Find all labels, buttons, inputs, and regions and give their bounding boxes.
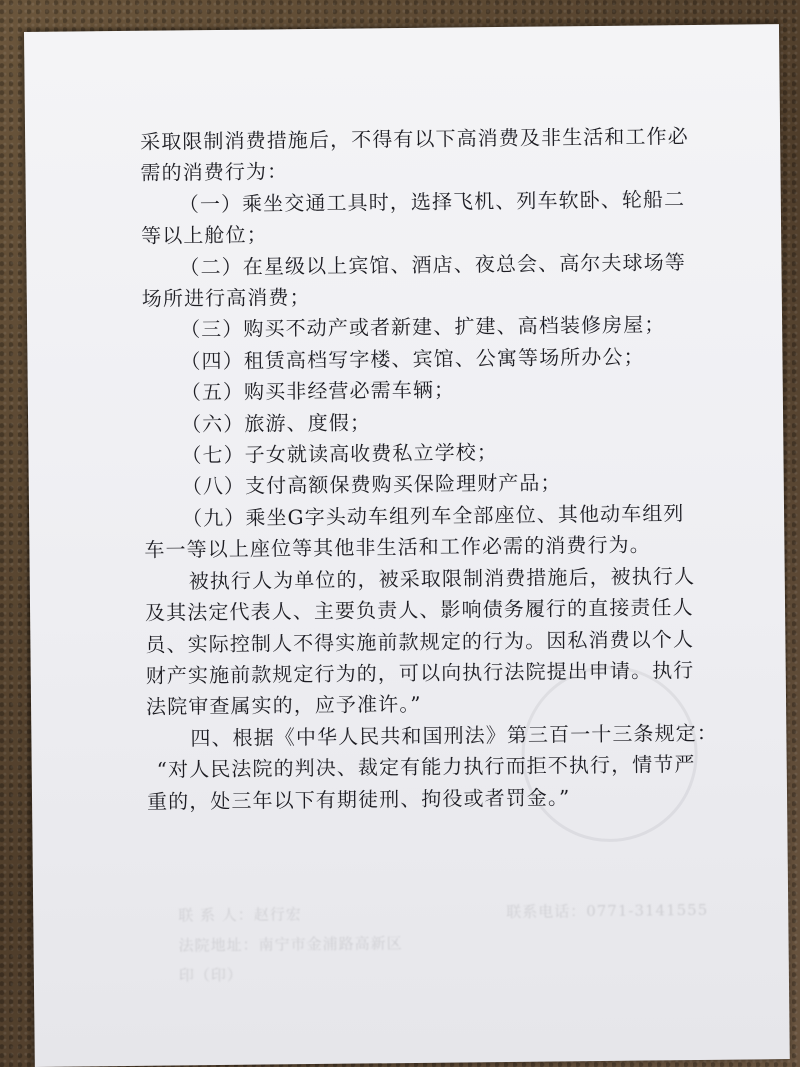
text-line: 重的，处三年以下有期徒刑、拘役或者罚金。” (146, 784, 571, 814)
text-line: （五）购买非经营必需车辆； (180, 377, 456, 405)
document-page (24, 24, 790, 1067)
text-line: 员、实际控制人不得实施前款规定的行为。因私消费以个人 (145, 626, 695, 657)
text-line: （二）在星级以上宾馆、酒店、夜总会、高尔夫球场等 (179, 249, 686, 280)
text-line: 场所进行高消费； (141, 285, 311, 311)
text-line: 车一等以上座位等其他非生活和工作必需的消费行为。 (144, 532, 651, 563)
text-line: （九）乘坐G字头动车组列车全部座位、其他动车组列 (181, 500, 685, 531)
contact-line: 联 系 人：赵行宏 (178, 905, 302, 925)
seal-line: 印（印） (178, 965, 244, 985)
text-line: 被执行人为单位的，被采取限制消费措施后，被执行人 (188, 563, 696, 593)
phone-line: 联系电话：0771-3141555 (506, 900, 709, 921)
text-line: 及其法定代表人、主要负责人、影响债务履行的直接责任人 (144, 595, 694, 625)
text-line: （一）乘坐交通工具时，选择飞机、列车软卧、轮船二 (178, 186, 686, 217)
document-body (140, 121, 718, 818)
text-line: 法院审查属实的，应予准许。” (145, 692, 422, 720)
text-line: 等以上舱位； (141, 222, 268, 249)
address-line: 法院地址：南宁市金浦路高新区 (178, 934, 403, 955)
text-line: 财产实施前款规定行为的，可以向执行法院提出申请。执行 (145, 657, 695, 688)
faded-footer (178, 895, 709, 991)
text-line: （八）支付高额保费购买保险理财产品； (181, 470, 562, 499)
text-line: 四、根据《中华人民共和国刑法》第三百一十三条规定： (190, 720, 718, 751)
text-line: （七）子女就读高收费私立学校； (181, 440, 499, 468)
text-line: “对人民法院的判决、裁定有能力执行而拒不执行，情节严 (156, 752, 696, 782)
text-line: 采取限制消费措施后，不得有以下高消费及非生活和工作必 (140, 124, 689, 154)
text-line: （三）购买不动产或者新建、扩建、高档装修房屋； (180, 312, 666, 342)
text-line: （六）旅游、度假； (180, 410, 372, 437)
text-line: （四）租赁高档写字楼、宾馆、公寓等场所办公； (180, 344, 645, 374)
text-line: 需的消费行为： (140, 159, 289, 186)
